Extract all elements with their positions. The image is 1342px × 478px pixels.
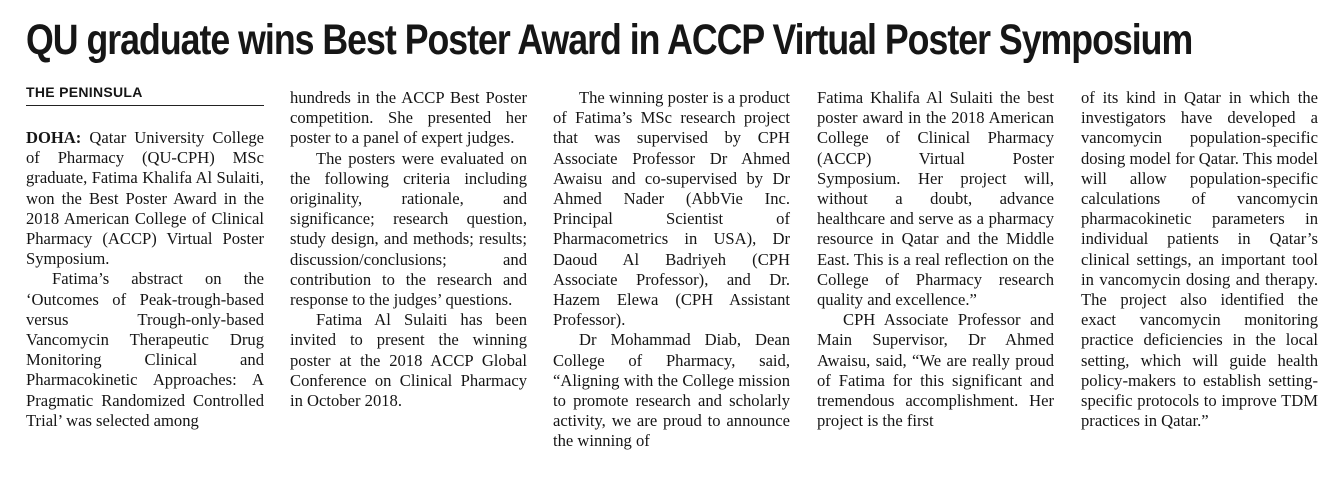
- paragraph: The winning poster is a product of Fatima’s MSc research project that was supervised by CPH Associate Professor Dr Ahmed Awaisu and co-supervised by Dr Ahmed Nader (AbbVie Inc. Principal Scientist of Pharmacometrics in USA), Dr Daoud Al Badriyeh (CPH Associate Professor), and Dr. Hazem Elewa (CPH Assistant Professor).: [553, 88, 790, 330]
- paragraph: [26, 128, 264, 269]
- paragraph: Fatima Khalifa Al Sulaiti the best poster award in the 2018 American College of Clinical Pharmacy (ACCP) Virtual Poster Symposium. Her project will, without a doubt, advance healthcare and serve as a pharmacy resource in Qatar and the Middle East. This is a real reflection on the College of Pharmacy research quality and excellence.”: [817, 88, 1054, 310]
- paragraph: Dr Mohammad Diab, Dean College of Pharmacy, said, “Aligning with the College mission to promote research and scholarly activity, we are proud to announce the winning of: [553, 330, 790, 451]
- paragraph: Fatima’s abstract on the ‘Outcomes of Peak-trough-based versus Trough-only-based Vancomycin Therapeutic Drug Monitoring Clinical and Pharmacokinetic Approaches: A Pragmatic Randomized Controlled Trial’ was selected among: [26, 269, 264, 430]
- paragraph: The posters were evaluated on the following criteria including originality, rationale, and significance; research question, study design, and methods; results; discussion/conclusions; and contribution to the research and response to the judges’ questions.: [290, 148, 527, 310]
- column-5: [1081, 88, 1318, 431]
- dateline: DOHA:: [26, 128, 82, 147]
- paragraph: CPH Associate Professor and Main Supervisor, Dr Ahmed Awaisu, said, “We are really proud of Fatima for this significant and tremendous accomplishment. Her project is the first: [817, 310, 1054, 431]
- paragraph: of its kind in Qatar in which the investigators have developed a vancomycin population-specific dosing model for Qatar. This model will allow population-specific calculations of vancomycin pharmacokinetic parameters in individual patients in Qatar’s clinical settings, an important tool in vancomycin dosing and therapy. The project also identified the exact vancomycin monitoring practice deficiencies in the local setting, which will guide health policy-makers to establish setting-specific protocols to improve TDM practices in Qatar.”: [1081, 88, 1318, 431]
- column-4: [817, 88, 1054, 431]
- column-3: [553, 88, 790, 452]
- paragraph: Fatima Al Sulaiti has been invited to present the winning poster at the 2018 ACCP Global Conference on Clinical Pharmacy in October 2018.: [290, 310, 527, 411]
- column-2: [290, 88, 527, 411]
- paragraph-text: Qatar University College of Pharmacy (QU-CPH) MSc graduate, Fatima Khalifa Al Sulaiti, won the Best Poster Award in the 2018 American College of Clinical Pharmacy (ACCP) Virtual Poster Symposium.: [26, 128, 264, 269]
- paragraph: hundreds in the ACCP Best Poster competition. She presented her poster to a panel of expert judges.: [290, 88, 527, 148]
- headline: QU graduate wins Best Poster Award in ACCP Virtual Poster Symposium: [26, 16, 1193, 64]
- byline: THE PENINSULA: [26, 82, 264, 106]
- column-1: [26, 84, 264, 431]
